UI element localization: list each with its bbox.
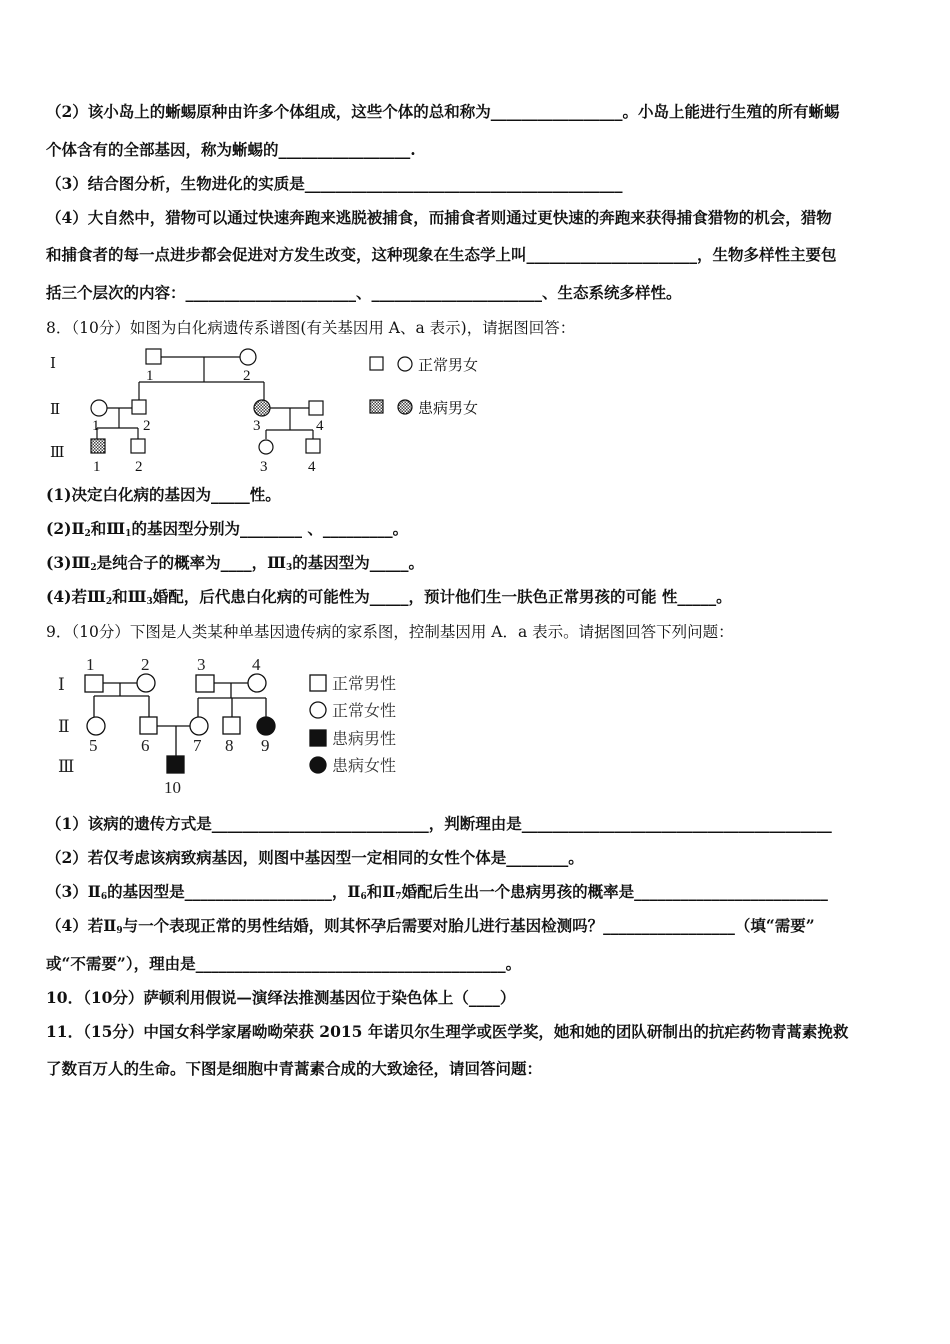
q9-label: 7 <box>193 736 202 755</box>
q9-legend-normal-male-icon <box>310 675 326 691</box>
q9-label: 2 <box>141 655 150 674</box>
q11-line1: 11．（15分）中国女科学家屠呦呦荣获 2015 年诺贝尔生理学或医学奖，她和她的团队研制出的抗疟药物青蒿素挽救 <box>46 1022 849 1041</box>
q8-I2-normal-female <box>240 349 256 365</box>
q8-header: 8．（10分）如图为白化病遗传系谱图(有关基因用 A、a 表示)，请据图回答： <box>46 319 576 337</box>
q7-part2-line1: （2）该小岛上的蜥蜴原种由许多个体组成，这些个体的总和称为_________________。小岛上能进行生殖的所有蜥蜴 <box>46 102 840 121</box>
q9-I4-normal-female <box>248 674 266 692</box>
q9-II8-normal-male <box>223 717 240 734</box>
q10-text: 10．（10分）萨顿利用假说—演绎法推测基因位于染色体上（____） <box>46 988 516 1007</box>
q9-label: 1 <box>86 655 95 674</box>
q9-legend-affected-male-icon <box>310 730 326 746</box>
q8-subq2: $(2)Ⅱ_2$和$Ⅲ_1$的基因型分别为________ 、_________。 <box>46 519 409 539</box>
q8-subq4: (4)若$Ⅲ_2$和$Ⅲ_3$婚配，后代患白化病的可能性为_____，预计他们生一肤色正常男孩的可能 性_____。 <box>46 587 732 607</box>
q9-subq1: （1）该病的遗传方式是____________________________，判断理由是________________________________________ <box>46 814 832 833</box>
q9-label: 10 <box>164 778 181 797</box>
q9-legend-normal-female-icon <box>310 702 326 718</box>
q8-gen-II: Ⅱ <box>50 402 61 418</box>
q8-label: 3 <box>253 418 261 434</box>
q8-subq1: (1)决定白化病的基因为_____性。 <box>46 485 281 504</box>
q9-legend-4: 患病女性 <box>332 758 397 775</box>
q8-label: 1 <box>92 418 100 434</box>
q9-subq4-line2: 或“不需要”），理由是________________________________________。 <box>46 954 522 973</box>
q8-label: 3 <box>260 459 268 475</box>
q8-legend-affected: 患病男女 <box>418 401 479 417</box>
q8-legend-affected-male-icon <box>370 400 383 413</box>
q8-label: 2 <box>143 418 151 434</box>
q9-header: 9．（10分）下图是人类某种单基因遗传病的家系图，控制基因用 A．a 表示。请据图回答下列问题： <box>46 623 734 641</box>
q8-legend-normal-male-icon <box>370 357 383 370</box>
q9-legend-2: 正常女性 <box>332 703 397 720</box>
q8-II3-affected-female <box>254 400 270 416</box>
q9-I2-normal-female <box>137 674 155 692</box>
q8-label: 2 <box>243 368 251 384</box>
q9-II7-normal-female <box>190 717 208 735</box>
q9-label: 4 <box>252 655 261 674</box>
q7-part2-line2: 个体含有的全部基因，称为蜥蜴的_________________. <box>46 140 416 159</box>
q8-pedigree <box>40 340 520 480</box>
q9-subq3: $(3)Ⅱ_6$的基因型是___________________，$Ⅱ_6$和$Ⅱ_7$婚配后生出一个患病男孩的概率是_________________________ <box>46 882 828 902</box>
q9-legend-1: 正常男性 <box>332 676 397 693</box>
q8-label: 1 <box>93 459 101 475</box>
q8-gen-I: Ⅰ <box>50 356 56 372</box>
q8-III4-normal-male <box>306 439 320 453</box>
q7-part4-line1: （4）大自然中，猎物可以通过快速奔跑来逃脱被捕食，而捕食者则通过更快速的奔跑来获得捕食猎物的机会，猎物 <box>46 208 832 227</box>
q9-gen-I: Ⅰ <box>58 675 65 694</box>
q7-part4-line2: 和捕食者的每一点进步都会促进对方发生改变，这种现象在生态学上叫______________________，生物多样性主要包 <box>46 245 837 264</box>
q9-label: 8 <box>225 736 234 755</box>
q9-II9-affected-female <box>257 717 275 735</box>
q8-legend-affected-female-icon <box>398 400 412 414</box>
q9-subq2: （2）若仅考虑该病致病基因，则图中基因型一定相同的女性个体是________。 <box>46 848 584 867</box>
q11-line2: 了数百万人的生命。下图是细胞中青蒿素合成的大致途径，请回答问题： <box>46 1059 543 1078</box>
q9-II5-normal-female <box>87 717 105 735</box>
q9-I3-normal-male <box>196 675 214 692</box>
q8-legend-normal: 正常男女 <box>418 358 479 374</box>
q8-II4-normal-male <box>309 401 323 415</box>
q8-II1-normal-female <box>91 400 107 416</box>
q8-gen-III: Ⅲ <box>50 445 65 461</box>
q8-label: 4 <box>316 418 324 434</box>
q7-part3: （3）结合图分析，生物进化的实质是_________________________________________ <box>46 174 623 193</box>
q9-label: 3 <box>197 655 206 674</box>
q9-label: 9 <box>261 736 270 755</box>
q9-legend-3: 患病男性 <box>332 731 397 748</box>
q8-III3-normal-female <box>259 440 273 454</box>
q9-III10-affected-male <box>167 756 184 773</box>
q8-I1-normal-male <box>146 349 161 364</box>
q9-pedigree <box>40 652 440 802</box>
q8-III1-affected-male <box>91 439 105 453</box>
q9-I1-normal-male <box>85 675 103 692</box>
q8-label: 4 <box>308 459 316 475</box>
q8-legend-normal-female-icon <box>398 357 412 371</box>
q9-legend-affected-female-icon <box>310 757 326 773</box>
q8-label: 1 <box>146 368 154 384</box>
q8-II2-normal-male <box>132 400 146 414</box>
q7-part4-line3: 括三个层次的内容：______________________、______________________、生态系统多样性。 <box>46 283 682 302</box>
q9-gen-II: Ⅱ <box>58 717 70 736</box>
q9-label: 6 <box>141 736 150 755</box>
q8-label: 2 <box>135 459 143 475</box>
q9-gen-III: Ⅲ <box>58 757 75 776</box>
q8-III2-normal-male <box>131 439 145 453</box>
q9-subq4-line1: （4）若$Ⅱ_9$与一个表现正常的男性结婚，则其怀孕后需要对胎儿进行基因检测吗？_________________（填“需要” <box>46 916 815 936</box>
q9-label: 5 <box>89 736 98 755</box>
q8-subq3: $(3)Ⅲ_2$是纯合子的概率为____，$Ⅲ_3$的基因型为_____。 <box>46 553 425 573</box>
q9-II6-normal-male <box>140 717 157 734</box>
